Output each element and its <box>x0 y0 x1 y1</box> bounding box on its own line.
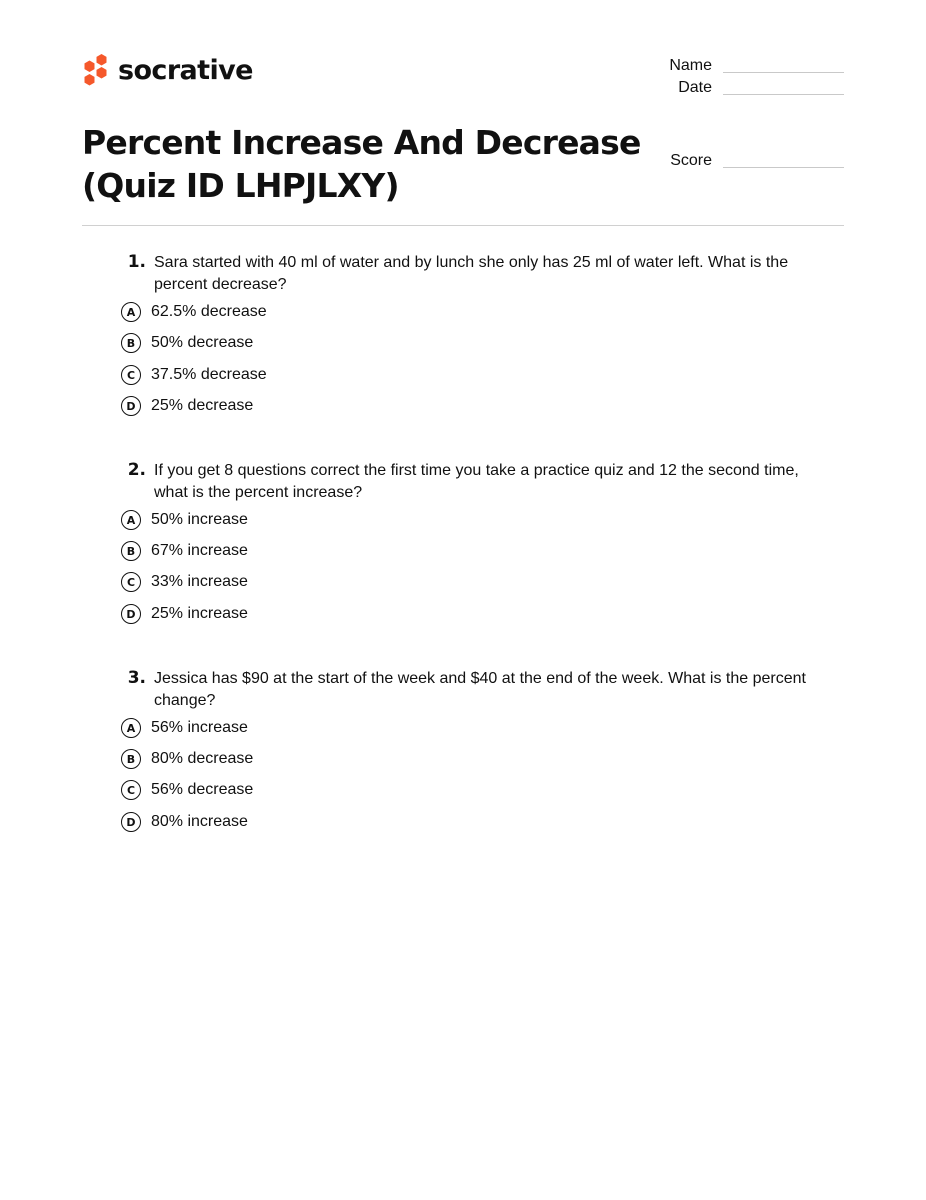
option-text: 50% decrease <box>151 334 254 351</box>
option-text: 50% increase <box>151 511 248 528</box>
question-number: 2. <box>127 460 146 480</box>
date-field-line[interactable] <box>723 94 844 95</box>
header-divider <box>82 225 844 226</box>
option-letter-circle[interactable]: D <box>121 812 141 832</box>
option-c[interactable] <box>121 570 248 594</box>
date-label: Date <box>678 79 712 96</box>
option-d[interactable] <box>121 394 253 418</box>
option-text: 25% increase <box>151 605 248 622</box>
option-text: 80% increase <box>151 813 248 830</box>
question-number: 1. <box>127 252 146 272</box>
question-number: 3. <box>127 668 146 688</box>
question-text: If you get 8 questions correct the first time you take a practice quiz and 12 the second time, what is the percent increase? <box>154 462 799 501</box>
option-text: 25% decrease <box>151 397 254 414</box>
name-label: Name <box>669 57 712 74</box>
option-b[interactable] <box>121 539 248 563</box>
question-text: Sara started with 40 ml of water and by lunch she only has 25 ml of water left. What is the percent decrease? <box>154 254 789 293</box>
option-text: 67% increase <box>151 542 248 559</box>
option-letter-circle[interactable]: D <box>121 604 141 624</box>
score-label: Score <box>670 152 712 169</box>
option-text: 56% increase <box>151 719 248 736</box>
question-text: Jessica has $90 at the start of the week and $40 at the end of the week. What is the percent change? <box>154 670 806 709</box>
option-a[interactable] <box>121 716 248 740</box>
option-c[interactable] <box>121 363 267 387</box>
hexagon-cluster-icon <box>82 53 109 89</box>
title-line-2: (Quiz ID LHPJLXY) <box>82 166 399 205</box>
option-letter-circle[interactable]: C <box>121 365 141 385</box>
option-b[interactable] <box>121 331 253 355</box>
option-letter-circle[interactable]: B <box>121 333 141 353</box>
option-letter-circle[interactable]: C <box>121 572 141 592</box>
option-letter-circle[interactable]: D <box>121 396 141 416</box>
option-d[interactable] <box>121 810 248 834</box>
page-title <box>82 121 652 207</box>
option-a[interactable] <box>121 508 248 532</box>
option-b[interactable] <box>121 747 253 771</box>
option-c[interactable] <box>121 778 253 802</box>
title-line-1: Percent Increase And Decrease <box>82 123 641 162</box>
option-text: 62.5% decrease <box>151 303 267 320</box>
option-letter-circle[interactable]: B <box>121 541 141 561</box>
option-letter-circle[interactable]: A <box>121 718 141 738</box>
option-a[interactable] <box>121 300 267 324</box>
option-d[interactable] <box>121 602 248 626</box>
score-field-line[interactable] <box>723 167 844 168</box>
option-letter-circle[interactable]: A <box>121 510 141 530</box>
option-letter-circle[interactable]: A <box>121 302 141 322</box>
option-text: 33% increase <box>151 573 248 590</box>
option-letter-circle[interactable]: B <box>121 749 141 769</box>
option-letter-circle[interactable]: C <box>121 780 141 800</box>
brand-name: socrative <box>118 54 253 86</box>
option-text: 37.5% decrease <box>151 366 267 383</box>
option-text: 56% decrease <box>151 781 254 798</box>
option-text: 80% decrease <box>151 750 254 767</box>
name-field-line[interactable] <box>723 72 844 73</box>
socrative-logo <box>82 53 253 89</box>
